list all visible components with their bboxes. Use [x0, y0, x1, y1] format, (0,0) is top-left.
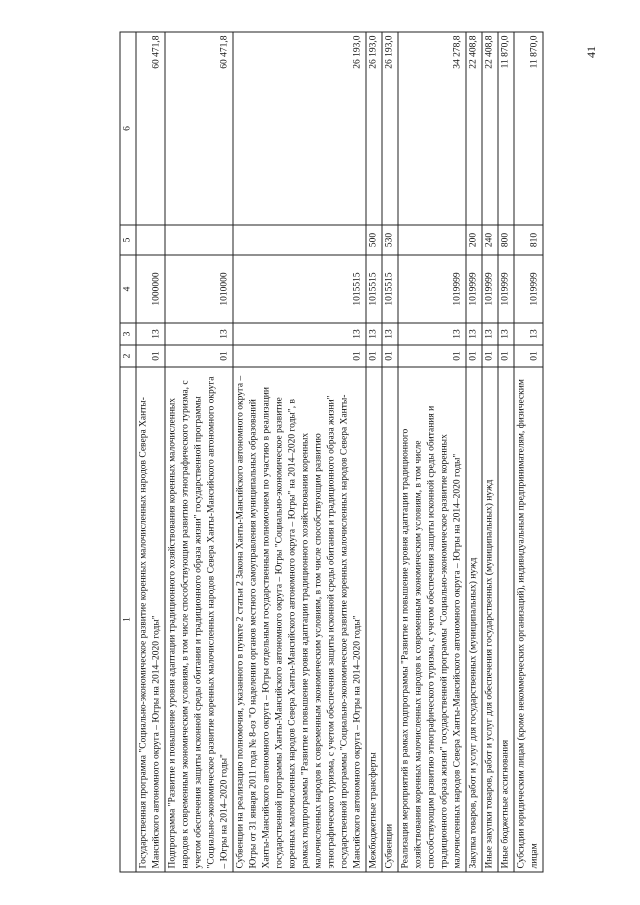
cell-subsection: 13 — [233, 323, 366, 345]
row-name: Закупка товаров, работ и услуг для государственных (муниципальных) нужд — [466, 367, 482, 872]
cell-section: 01 — [382, 345, 398, 367]
row-name: Государственная программа "Социально-экономическое развитие коренных малочисленных народов Севера Ханты-Мансийского автономного округа – Югры на 2014–2020 годы" — [136, 367, 165, 872]
column-header: 2 — [120, 345, 136, 367]
cell-expense-type: 200 — [466, 225, 482, 255]
cell-target: 1019999 — [514, 255, 543, 323]
cell-subsection: 13 — [466, 323, 482, 345]
cell-amount: 11 870,0 — [498, 32, 514, 225]
cell-expense-type — [136, 225, 165, 255]
table-row — [482, 32, 498, 872]
column-header: 5 — [120, 225, 136, 255]
cell-subsection: 13 — [482, 323, 498, 345]
column-header: 1 — [120, 367, 136, 872]
table-row — [165, 32, 233, 872]
cell-subsection: 13 — [165, 323, 233, 345]
cell-section: 01 — [482, 345, 498, 367]
header-row — [120, 32, 136, 872]
cell-target: 1019999 — [398, 255, 466, 323]
cell-target: 1000000 — [136, 255, 165, 323]
cell-expense-type — [398, 225, 466, 255]
cell-subsection: 13 — [498, 323, 514, 345]
cell-expense-type: 810 — [514, 225, 543, 255]
cell-section: 01 — [398, 345, 466, 367]
cell-target: 1015515 — [366, 255, 382, 323]
cell-section: 01 — [498, 345, 514, 367]
cell-target: 1019999 — [482, 255, 498, 323]
cell-amount: 26 193,0 — [382, 32, 398, 225]
cell-section: 01 — [165, 345, 233, 367]
row-name: Иные закупки товаров, работ и услуг для обеспечения государственных (муниципальных) нужд — [482, 367, 498, 872]
row-name: Субсидии юридическим лицам (кроме некоммерческих организаций), индивидуальным предпринимателям, физическим лицам — [514, 367, 543, 872]
column-header: 3 — [120, 323, 136, 345]
table-row — [398, 32, 466, 872]
table-row — [233, 32, 366, 872]
cell-expense-type: 800 — [498, 225, 514, 255]
cell-amount: 22 408,8 — [482, 32, 498, 225]
row-name: Реализация мероприятий в рамках подпрограммы "Развитие и повышение уровня адаптации традиционного хозяйствования коренных малочисленных народов к современным экономическим условиям, в том числе способствующим развитию этнографического туризма, с учетом обеспечения защиты исконной среды обитания и традиционного образа жизни" государственной программы "Социально-экономическое развитие коренных малочисленных народов Севера Ханты-Мансийского автономного округа – Югры на 2014–2020 годы" — [398, 367, 466, 872]
cell-section: 01 — [514, 345, 543, 367]
row-name: Иные бюджетные ассигнования — [498, 367, 514, 872]
cell-amount: 60 471,8 — [136, 32, 165, 225]
cell-target: 1015515 — [382, 255, 398, 323]
cell-section: 01 — [366, 345, 382, 367]
cell-section: 01 — [136, 345, 165, 367]
row-name: Субвенции — [382, 367, 398, 872]
cell-amount: 34 278,8 — [398, 32, 466, 225]
row-name: Межбюджетные трансферты — [366, 367, 382, 872]
table-row — [366, 32, 382, 872]
cell-target: 1010000 — [165, 255, 233, 323]
cell-amount: 26 193,0 — [366, 32, 382, 225]
cell-section: 01 — [233, 345, 366, 367]
cell-target: 1019999 — [466, 255, 482, 323]
cell-subsection: 13 — [382, 323, 398, 345]
cell-expense-type — [233, 225, 366, 255]
cell-subsection: 13 — [514, 323, 543, 345]
cell-expense-type — [165, 225, 233, 255]
budget-table — [120, 32, 544, 873]
table-row — [382, 32, 398, 872]
page-number: 41 — [584, 46, 598, 58]
cell-amount: 11 870,0 — [514, 32, 543, 225]
row-name: Подпрограмма "Развитие и повышение уровня адаптации традиционного хозяйствования коренных малочисленных народов к современным экономическим условиям, в том числе способствующим развитию этнографического туризма, с учетом обеспечения защиты исконной среды обитания и традиционного образа жизни" государственной программы "Социально-экономическое развитие коренных малочисленных народов Севера Ханты-Мансийского автономного округа – Югры на 2014–2020 годы" — [165, 367, 233, 872]
cell-subsection: 13 — [136, 323, 165, 345]
cell-expense-type: 240 — [482, 225, 498, 255]
cell-expense-type: 500 — [366, 225, 382, 255]
cell-subsection: 13 — [398, 323, 466, 345]
column-header: 6 — [120, 32, 136, 225]
row-name: Субвенции на реализацию полномочия, указанного в пункте 2 статьи 2 Закона Ханты-Мансийского автономного округа – Югры от 31 января 2011 года № 8-оз "О наделении органов местного самоуправления муниципальных образований Ханты-Мансийского автономного округа – Югры отдельным государственным полномочием по участию в реализации государственной программы Ханты-Мансийского автономного округа – Югры "Социально-экономическое развитие коренных малочисленных народов Севера Ханты-Мансийского автономного округа – Югры" на 2014–2020 годы", в рамках подпрограммы "Развитие и повышение уровня адаптации традиционного хозяйствования коренных малочисленных народов к современным экономическим условиям, в том числе способствующим развитию этнографического туризма, с учетом обеспечения защиты исконной среды обитания и традиционного образа жизни" государственной программы "Социально-экономическое развитие коренных малочисленных народов Севера Ханты-Мансийского автономного округа – Югры на 2014–2020 годы" — [233, 367, 366, 872]
cell-target: 1015515 — [233, 255, 366, 323]
cell-section: 01 — [466, 345, 482, 367]
cell-subsection: 13 — [366, 323, 382, 345]
rotated-table-container — [120, 33, 640, 873]
cell-amount: 22 408,8 — [466, 32, 482, 225]
cell-target: 1019999 — [498, 255, 514, 323]
cell-amount: 60 471,8 — [165, 32, 233, 225]
table-row — [136, 32, 165, 872]
column-header: 4 — [120, 255, 136, 323]
table-row — [498, 32, 514, 872]
cell-amount: 26 193,0 — [233, 32, 366, 225]
cell-expense-type: 530 — [382, 225, 398, 255]
table-row — [466, 32, 482, 872]
table-row — [514, 32, 543, 872]
